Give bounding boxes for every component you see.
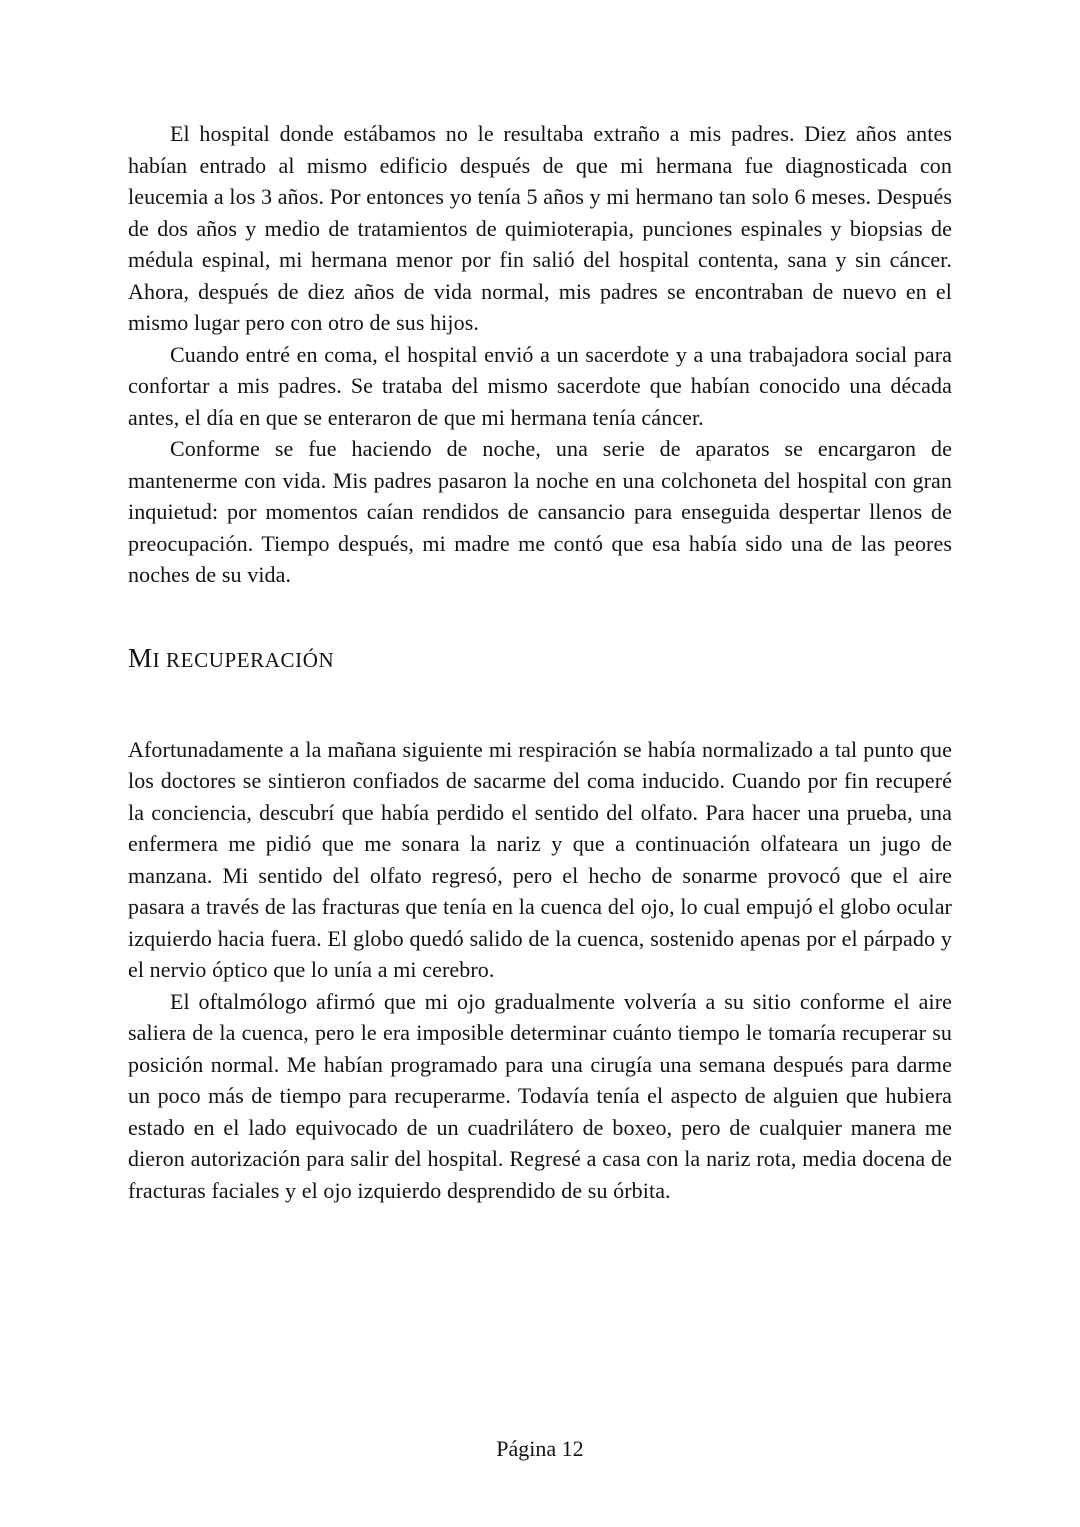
body-paragraph: El hospital donde estábamos no le resultaba extraño a mis padres. Diez años antes habían entrado al mismo edificio después de que mi hermana fue diagnosticada con leucemia a los 3 años. Por entonces yo tenía 5 años y mi hermano tan solo 6 meses. Después de dos años y medio de tratamientos de quimioterapia, punciones espinales y biopsias de médula espinal, mi hermana menor por fin salió del hospital contenta, sana y sin cáncer. Ahora, después de diez años de vida normal, mis padres se encontraban de nuevo en el mismo lugar pero con otro de sus hijos. xyxy=(128,121,952,335)
body-paragraph: El oftalmólogo afirmó que mi ojo gradualmente volvería a su sitio conforme el aire saliera de la cuenca, pero le era imposible determinar cuánto tiempo le tomaría recuperar su posición normal. Me habían programado para una cirugía una semana después para darme un poco más de tiempo para recuperarme. Todavía tenía el aspecto de alguien que hubiera estado en el lado equivocado de un cuadrilátero de boxeo, pero de cualquier manera me dieron autorización para salir del hospital. Regresé a casa con la nariz rota, media docena de fracturas faciales y el ojo izquierdo desprendido de su órbita. xyxy=(128,988,952,1203)
intro-section xyxy=(128,118,952,591)
body-paragraph: Afortunadamente a la mañana siguiente mi respiración se había normalizado a tal punto que los doctores se sintieron confiados de sacarme del coma inducido. Cuando por fin recuperé la conciencia, descubrí que había perdido el sentido del olfato. Para hacer una prueba, una enfermera me pidió que me sonara la nariz y que a continuación olfateara un jugo de manzana. Mi sentido del olfato regresó, pero el hecho de sonarme provocó que el aire pasara a través de las fracturas que tenía en la cuenca del ojo, lo cual empujó el globo ocular izquierdo hacia fuera. El globo quedó salido de la cuenca, sostenido apenas por el párpado y el nervio óptico que lo unía a mi cerebro. xyxy=(128,736,952,982)
body-paragraph: Conforme se fue haciendo de noche, una serie de aparatos se encargaron de mantenerme con vida. Mis padres pasaron la noche en una colchoneta del hospital con gran inquietud: por momentos caían rendidos de cansancio para enseguida despertar llenos de preocupación. Tiempo después, mi madre me contó que esa había sido una de las peores noches de su vida. xyxy=(128,436,952,587)
body-paragraph: Cuando entré en coma, el hospital envió a un sacerdote y a una trabajadora social para confortar a mis padres. Se trataba del mismo sacerdote que habían conocido una década antes, el día en que se enteraron de que mi hermana tenía cáncer. xyxy=(128,341,952,430)
section-heading-mi-recuperacion: MI RECUPERACIÓN xyxy=(128,642,335,673)
page-number: Página 12 xyxy=(496,1436,584,1461)
recovery-section xyxy=(128,734,952,1207)
